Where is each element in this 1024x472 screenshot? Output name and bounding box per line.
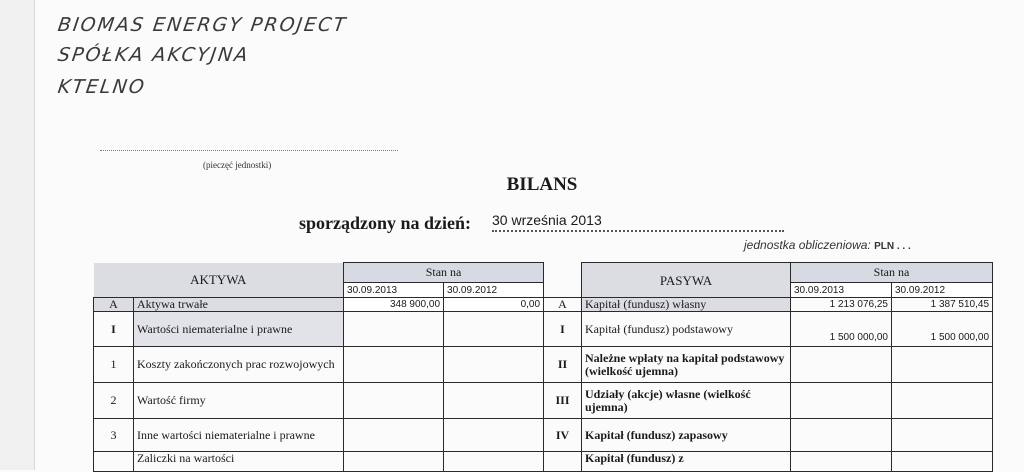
company-form-handwritten: SPÓŁKA AKCYJNA <box>56 44 251 66</box>
row-label: Wartości niematerialne i prawne <box>134 312 344 347</box>
company-name-handwritten: BIOMAS ENERGY PROJECT <box>56 14 349 36</box>
scan-edge <box>0 0 35 470</box>
document-subtitle: sporządzony na dzień: <box>299 213 472 233</box>
row-value-2013 <box>791 419 892 452</box>
row-value-2013 <box>344 347 444 383</box>
row-value-2012 <box>444 452 544 472</box>
row-label: Zaliczki na wartości <box>134 452 344 472</box>
row-lp: I <box>94 312 134 347</box>
unit-value: PLN . . . <box>874 241 911 252</box>
row-value-2013 <box>344 312 444 347</box>
row-value-2012 <box>444 312 544 347</box>
table-row <box>94 419 544 452</box>
table-row <box>544 347 993 383</box>
assets-col-2013: 30.09.2013 <box>344 283 444 298</box>
table-row <box>544 312 993 347</box>
row-lp: 2 <box>94 383 134 419</box>
table-row <box>544 452 993 472</box>
row-value-2013: 348 900,00 <box>344 298 444 312</box>
liabilities-col-2013: 30.09.2013 <box>791 283 892 298</box>
row-lp <box>544 452 582 472</box>
row-value-2012 <box>444 347 544 383</box>
row-label: Kapitał (fundusz) zapasowy <box>582 419 791 452</box>
row-value-2012: 1 500 000,00 <box>892 312 993 347</box>
row-lp: A <box>544 298 582 312</box>
assets-col-2012: 30.09.2012 <box>444 283 544 298</box>
table-row <box>94 383 544 419</box>
table-row <box>94 452 544 472</box>
table-row <box>544 419 993 452</box>
row-lp: II <box>544 347 582 383</box>
row-label: Aktywa trwałe <box>134 298 344 312</box>
row-lp: 3 <box>94 419 134 452</box>
table-row <box>544 298 993 312</box>
liabilities-stan-na: Stan na <box>791 263 993 283</box>
row-value-2013 <box>791 347 892 383</box>
row-value-2013 <box>791 383 892 419</box>
liabilities-col-2012: 30.09.2012 <box>892 283 993 298</box>
row-label: Wartość firmy <box>134 383 344 419</box>
row-label: Należne wpłaty na kapitał podstawowy (wielkość ujemna) <box>582 347 791 383</box>
assets-header: AKTYWA <box>94 263 344 298</box>
row-label: Kapitał (fundusz) podstawowy <box>582 312 791 347</box>
row-lp: IV <box>544 419 582 452</box>
row-value-2012 <box>444 383 544 419</box>
document-title: BILANS <box>506 174 578 195</box>
row-value-2012 <box>444 419 544 452</box>
row-lp: III <box>544 383 582 419</box>
row-lp <box>94 452 134 472</box>
table-row <box>94 298 544 312</box>
row-value-2013 <box>344 452 444 472</box>
liabilities-table <box>543 262 993 472</box>
row-value-2012 <box>892 347 993 383</box>
liabilities-corner <box>544 263 582 298</box>
table-row <box>94 347 544 383</box>
date-dotted-line <box>492 230 784 232</box>
row-value-2013 <box>791 452 892 472</box>
row-value-2013: 1 500 000,00 <box>791 312 892 347</box>
row-label: Inne wartości niematerialne i prawne <box>134 419 344 452</box>
row-value-2013 <box>344 419 444 452</box>
row-lp: 1 <box>94 347 134 383</box>
stamp-caption: (pieczęć jednostki) <box>203 160 272 170</box>
company-city-handwritten: KTELNO <box>56 76 148 98</box>
row-value-2012 <box>892 419 993 452</box>
liabilities-header: PASYWA <box>582 263 791 298</box>
assets-stan-na: Stan na <box>344 263 544 283</box>
row-label: Udziały (akcje) własne (wielkość ujemna) <box>582 383 791 419</box>
row-value-2012: 0,00 <box>444 298 544 312</box>
row-value-2012 <box>892 383 993 419</box>
row-lp: A <box>94 298 134 312</box>
unit-label: jednostka obliczeniowa: <box>744 238 871 252</box>
row-value-2013 <box>344 383 444 419</box>
calculation-unit <box>744 238 911 252</box>
table-row <box>94 312 544 347</box>
row-label: Kapitał (fundusz) własny <box>582 298 791 312</box>
assets-table <box>93 262 544 472</box>
row-lp: I <box>544 312 582 347</box>
row-value-2013: 1 213 076,25 <box>791 298 892 312</box>
row-label: Kapitał (fundusz) z <box>582 452 791 472</box>
table-row <box>544 383 993 419</box>
stamp-line <box>100 150 398 151</box>
balance-date: 30 września 2013 <box>492 212 602 228</box>
row-value-2012: 1 387 510,45 <box>892 298 993 312</box>
row-label: Koszty zakończonych prac rozwojowych <box>134 347 344 383</box>
row-value-2012 <box>892 452 993 472</box>
